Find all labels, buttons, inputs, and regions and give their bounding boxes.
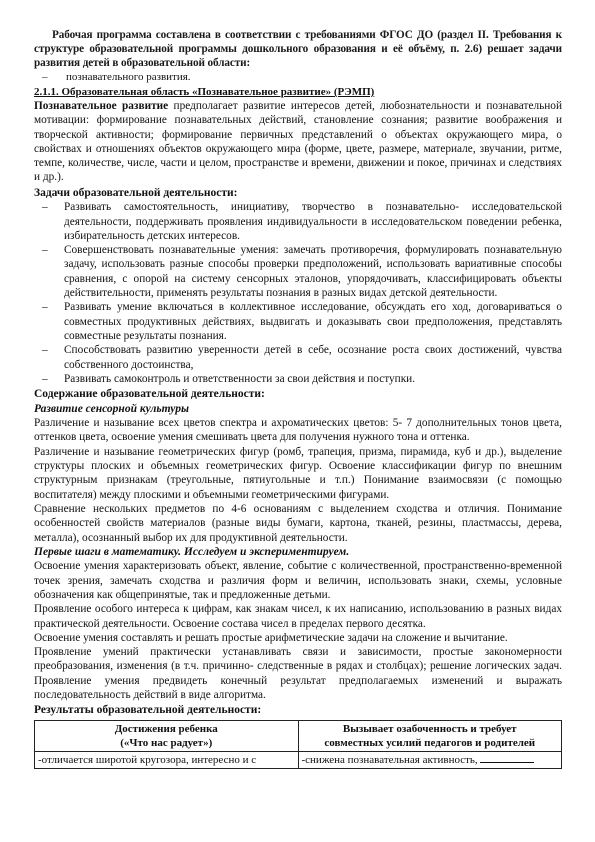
dash-marker: – (42, 344, 48, 357)
task-item (34, 300, 562, 343)
math-paragraph: Освоение умения характеризовать объект, явление, событие с количественной, пространственно-временной точек зрения, замечать сходства и различия форм и величин, использовать знаки, схемы, условные обозначения как общепринятые, так и предложенные детьми. (34, 560, 562, 601)
intro-bullet (42, 71, 562, 84)
definition-term: Познавательное развитие (34, 100, 169, 112)
sensory-paragraph: Различение и называние всех цветов спектра и ахроматических цветов: 5- 7 дополнительных тонов цвета, оттенков цвета, освоение умения смешивать цвета для получения нужного тона и оттенка. (34, 417, 562, 444)
results-heading: Результаты образовательной деятельности: (34, 704, 262, 717)
results-cell (35, 751, 299, 768)
definition-text: предполагает развитие интересов детей, любознательности и познавательной мотивации: формирование познавательных действий, становление сознания; развитие воображения и творческой активности; формирование первичных представлений о объектах окружающего мира, о свойствах и отношениях объектов окружающего мира (форме, цвете, размере, материале, звучании, ритме, темпе, количестве, числе, части и целом, пространстве и времени, движении и покое, причинах и следствиях и др.). (34, 100, 562, 184)
tasks-heading: Задачи образовательной деятельности: (34, 186, 238, 199)
definition-paragraph (34, 99, 562, 185)
task-item (34, 200, 562, 243)
math-paragraph: Проявление особого интереса к цифрам, как знакам чисел, к их написанию, использованию в разных видах практической деятельности. Освоение состава чисел в пределах первого десятка. (34, 603, 562, 630)
section-title: 2.1.1. Образовательная область «Познавательное развитие» (РЭМП) (34, 86, 375, 98)
intro-paragraph: Рабочая программа составлена в соответствии с требованиями ФГОС ДО (раздел II. Требования к структуре образовательной программы дошкольного образования и её объёму, п. 2.6) решает задачи развития детей в образовательной области: (34, 29, 562, 69)
results-cell-text: -снижена познавательная активность, (301, 753, 478, 766)
task-text: Способствовать развитию уверенности детей в себе, осознание роста своих достижений, чувства собственного достоинства, (64, 344, 562, 371)
sensory-heading: Развитие сенсорной культуры (34, 402, 189, 415)
task-item (34, 343, 562, 372)
results-col2-line2: совместных усилий педагогов и родителей (324, 736, 536, 749)
dash-marker: – (42, 301, 48, 314)
results-header-row (35, 720, 562, 751)
dash-marker: – (42, 244, 48, 257)
table-row (35, 751, 562, 768)
results-col2-line1: Вызывает озабоченность и требует (342, 722, 517, 735)
underline-rule (480, 753, 534, 763)
results-cell-text: -отличается широтой кругозора, интересно и с (38, 753, 257, 766)
intro-bullet-text: познавательного развития. (66, 71, 191, 83)
tasks-list (34, 200, 562, 386)
results-col-concerns (298, 720, 562, 751)
dash-marker: – (42, 372, 48, 385)
task-text: Совершенствовать познавательные умения: замечать противоречия, формулировать познавательную задачу, использовать разные способы проверки предположений, использовать вариативные способы сравнения, с опорой на систему сенсорных эталонов, упорядочивать, классифицировать объекты действительности, применять результаты познания в разных видах детской деятельности. (64, 244, 562, 300)
math-paragraph: Проявление умений практически устанавливать связи и зависимости, простые закономерности преобразования, изменения (в т.ч. причинно- следственные в рядах и столбцах); решение логических задач. Проявление умения предвидеть конечный результат предполагаемых изменений и выражать последовательность действий в виде алгоритма. (34, 646, 562, 701)
results-col1-line1: Достижения ребенка (114, 722, 218, 735)
math-heading: Первые шаги в математику. Исследуем и экспериментируем. (34, 545, 350, 558)
task-text: Развивать самоконтроль и ответственности за свои действия и поступки. (64, 372, 416, 385)
results-col-achievements (35, 720, 299, 751)
results-table (34, 720, 562, 769)
results-col1-line2: («Что нас радует») (120, 736, 213, 749)
dash-marker: – (42, 71, 48, 83)
sensory-paragraph: Различение и называние геометрических фигур (ромб, трапеция, призма, пирамида, куб и др.), выделение структуры плоских и объемных геометрических фигур. Освоение классификации фигур по внешним структурным признакам (треугольные, пятиугольные и т.п.) Понимание взаимосвязи (с помощью воспитателя) между плоскими и объемными геометрическими фигурами. (34, 445, 562, 501)
results-cell (298, 751, 562, 768)
math-paragraph: Освоение умения составлять и решать простые арифметические задачи на сложение и вычитание. (34, 631, 508, 644)
task-text: Развивать самостоятельность, инициативу, творчество в познавательно- исследовательской деятельности, поддерживать проявления индивидуальности в исследовательском поведении ребенка, избирательность детских интересов. (64, 201, 562, 242)
content-heading: Содержание образовательной деятельности: (34, 388, 265, 401)
sensory-paragraph: Сравнение нескольких предметов по 4-6 основаниям с выделением сходства и отличия. Понимание особенностей свойств материалов (разные виды бумаги, картона, тканей, резины, пластмассы, дерева, металла), осознанный выбор их для продуктивной деятельности. (34, 502, 562, 544)
dash-marker: – (42, 201, 48, 214)
task-item (34, 372, 562, 386)
task-text: Развивать умение включаться в коллективное исследование, обсуждать его ход, договариваться о совместных продуктивных действиях, выдвигать и доказывать свои предположения, представлять совместные результаты познания. (64, 301, 562, 342)
task-item (34, 243, 562, 300)
document-page (34, 28, 562, 769)
